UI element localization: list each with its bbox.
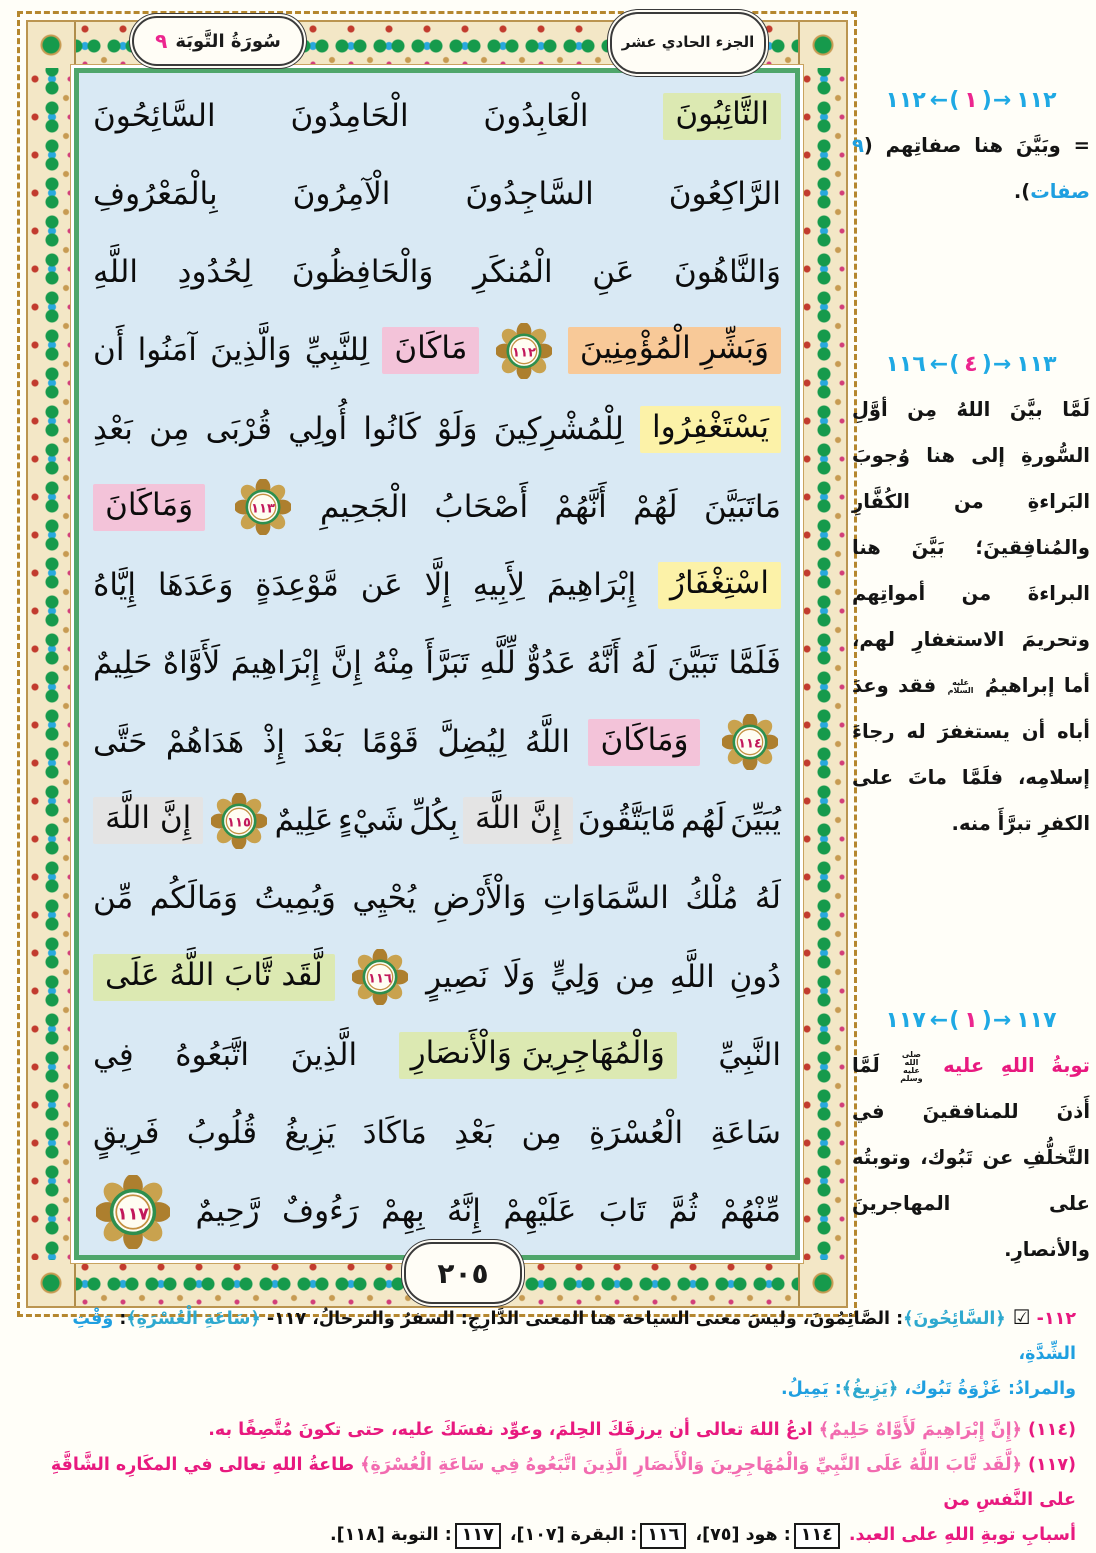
quran-word: قُلُوبُ: [186, 1115, 258, 1152]
quran-word: قَوْمًا: [361, 723, 419, 760]
text-segment: ﴿السَّائِحُونَ﴾: [903, 1309, 1006, 1329]
commentary-section-117: [852, 1008, 1090, 1273]
quran-word: إِبْرَاهِيمَ: [230, 645, 321, 682]
quran-word: آمَنُوا: [137, 332, 197, 369]
verse-marker-rosette: [235, 479, 291, 535]
quran-word: مَّوْعِدَةٍ: [255, 567, 339, 604]
quran-word: شَيْءٍ: [338, 802, 405, 839]
quran-word: فِي: [93, 1036, 134, 1073]
verse-marker-rosette: [496, 323, 552, 379]
quran-word: أُولِي: [288, 410, 348, 447]
verse-marker-rosette: [352, 949, 408, 1005]
quran-word: بِكُلِّ: [409, 802, 459, 839]
quran-word: مَاكَادَ: [362, 1115, 427, 1152]
quran-word: حَلِيمٌ: [93, 645, 153, 682]
quran-word: الَّذِينَ: [290, 1036, 358, 1073]
quran-highlighted-phrase: وَمَاكَانَ: [93, 484, 205, 531]
footnote-line-4: [22, 1448, 1076, 1518]
quran-word: وَالنَّاهُونَ: [674, 254, 781, 291]
quran-highlighted-phrase: وَالْمُهَاجِرِينَ وَالْأَنصَارِ: [399, 1032, 677, 1079]
quran-word: وَمَالَكُم: [149, 880, 238, 917]
text-segment: طاعةُ اللهِ تعالى في المكَارِه الشَّاقَّةِ على النَّفسِ من: [50, 1455, 1076, 1510]
quran-highlighted-phrase: وَبَشِّرِ الْمُؤْمِنِينَ: [568, 327, 781, 374]
honorific-seal-icon: عليه السلام: [947, 677, 974, 695]
quran-highlighted-phrase: يَسْتَغْفِرُوا: [640, 406, 781, 453]
text-segment: ☑: [1005, 1305, 1031, 1329]
quran-word: لِحُدُودِ: [177, 254, 253, 291]
quran-word: لِّلَّهِ: [479, 645, 516, 682]
quran-word: الْحَامِدُونَ: [290, 97, 409, 134]
quran-line-5: [93, 390, 781, 468]
text-segment: : يَمِيلُ.: [780, 1379, 842, 1399]
quran-word: السَّاجِدُونَ: [465, 175, 594, 212]
quran-word: تَبَيَّنَ: [667, 645, 719, 682]
commentary-text: [852, 387, 1090, 847]
page-number: ٢٠٥: [437, 1256, 489, 1290]
quran-line-2: [93, 155, 781, 233]
quran-word: فَلَمَّا: [728, 645, 781, 682]
range-end: ١١٧: [885, 1008, 926, 1033]
svg-text:١١٦: ١١٦: [368, 971, 393, 987]
quran-word: وَلَوْ: [437, 410, 478, 447]
quran-word: تَبَرَّأَ: [425, 645, 470, 682]
quran-word: مَاتَبَيَّنَ: [704, 488, 781, 525]
text-segment: : الصَّائِمُونَ، وليسَ معنى السياحة هنا المعنى الدَّارِجِ: السفرُ والترحالُ، ١١٧-: [260, 1309, 904, 1329]
quran-word: اللَّهُ: [525, 723, 570, 760]
verse-range-indicator: [852, 1008, 1090, 1033]
quran-line-4: [93, 312, 781, 390]
quran-line-13: [93, 1016, 781, 1094]
quran-word: الْمُنكَرِ: [473, 254, 553, 291]
quran-word: إِذْ: [262, 723, 286, 760]
quran-word: عَن: [360, 567, 403, 604]
quran-word: الرَّاكِعُونَ: [668, 175, 781, 212]
footnote-line-5: [22, 1518, 1076, 1553]
quran-word: دُونِ: [729, 958, 781, 995]
text-segment: أسبابِ توبةِ اللهِ على العبد.: [842, 1525, 1076, 1545]
text-segment: (١١٤): [1021, 1420, 1076, 1440]
quran-word: وَيُمِيتُ: [254, 880, 336, 917]
commentary-text: [852, 1043, 1090, 1273]
quran-word: عَنِ: [592, 254, 635, 291]
quran-highlighted-phrase: مَاكَانَ: [382, 327, 479, 374]
quran-word: لِلْمُشْرِكِينَ: [493, 410, 624, 447]
quran-word: مِن: [521, 1115, 562, 1152]
verse-marker-rosette: [722, 714, 778, 770]
quran-word: بِهِمْ: [381, 1193, 425, 1230]
verse-marker-rosette: [211, 793, 267, 849]
verse-marker-rosette: [96, 1175, 170, 1249]
quran-word: اللَّهِ: [669, 958, 715, 995]
quran-word: عَلِيمٌ: [274, 802, 334, 839]
verse-ref-badge: ١١٦: [640, 1523, 686, 1549]
quran-word: السَّمَاوَاتِ: [543, 880, 669, 917]
quran-word: إِيَّاهُ: [93, 567, 137, 604]
quran-word: لَأَوَّاهٌ: [162, 645, 221, 682]
text-segment: : التوبة [١١٨].: [329, 1525, 452, 1545]
text-segment: فقد وعدَ أباه أن يستغفرَ له رجاءَ إسلامِه، فلَمَّا ماتَ على الكفرِ تبرَّأَ منه.: [852, 674, 1090, 835]
quran-line-9: [93, 703, 781, 781]
quran-highlighted-phrase: إِنَّ اللَّهَ: [463, 797, 573, 844]
text-segment: ١١٢-: [1030, 1309, 1076, 1329]
quran-line-6: [93, 468, 781, 546]
quran-highlighted-phrase: إِنَّ اللَّهَ: [93, 797, 203, 844]
quran-word: وَلِيٍّ: [550, 958, 601, 995]
commentary-section-113-116: [852, 352, 1090, 847]
text-segment: : البقرة [١٠٧]،: [503, 1525, 638, 1545]
svg-text:١١٣: ١١٣: [250, 502, 275, 518]
quran-word: هَدَاهُمْ: [165, 723, 245, 760]
range-start: ١١٢: [1016, 88, 1057, 113]
quran-word: سَاعَةِ: [710, 1115, 781, 1152]
quran-word: مِّن: [93, 880, 134, 917]
quran-highlighted-phrase: وَمَاكَانَ: [588, 719, 700, 766]
footnote-line-3: [22, 1413, 1076, 1448]
range-end: ١١٦: [885, 352, 926, 377]
quran-word: وَلَا: [502, 958, 536, 995]
text-segment: ٩ صفات: [852, 134, 1090, 203]
juz-title: الجزء الحادي عشر: [621, 33, 755, 52]
text-segment: وَقْتِ الشِّدَّةِ،: [72, 1309, 1076, 1364]
quran-word: تَابَ: [598, 1193, 647, 1230]
quran-word: إِلَّا: [424, 567, 451, 604]
text-segment: :: [113, 1309, 127, 1329]
quran-word: وَعَدَهَا: [157, 567, 234, 604]
arrow-left-icon: ←(: [929, 1008, 961, 1033]
text-segment: ﴿لَّقَد تَّابَ اللَّهُ عَلَى النَّبِيِّ وَالْمُهَاجِرِينَ وَالْأَنصَارِ الَّذِينَ اتَّبَعُوهُ فِي سَاعَةِ الْعُسْرَةِ﴾: [354, 1455, 1022, 1475]
surah-title: سُورَةُ التَّوبَة: [175, 30, 281, 52]
quran-word: وَالْأَرْضِ: [432, 880, 527, 917]
quran-word: الْعَابِدُونَ: [483, 97, 589, 134]
quran-word: اتَّبَعُوهُ: [175, 1036, 250, 1073]
quran-line-14: [93, 1094, 781, 1172]
quran-word: مِن: [614, 958, 656, 995]
quran-word: رَءُوفٌ: [282, 1193, 359, 1230]
quran-highlighted-phrase: التَّائِبُونَ: [663, 93, 781, 140]
quran-word: مَّايَتَّقُونَ: [577, 802, 677, 839]
honorific-seal-icon: صلى الله عليه وسلم: [900, 1049, 923, 1083]
quran-line-7: [93, 547, 781, 625]
quran-word: رَّحِيمٌ: [195, 1193, 260, 1230]
quran-word: مِنْهُ: [372, 645, 415, 682]
quran-word: لِلنَّبِيِّ: [304, 332, 370, 369]
quran-line-3: [93, 234, 781, 312]
quran-highlighted-phrase: اسْتِغْفَارُ: [658, 562, 781, 609]
arrow-right-icon: )→: [981, 352, 1013, 377]
border-left-ornament: [28, 22, 76, 1306]
text-segment: لَمَّا بيَّنَ اللهُ مِن أوَّلِ السُّورةِ إلى هنا وُجوبَ البَراءةِ من الكُفَّارِ والمُنافِقينَ؛ بَيَّنَ هنا البراءةَ من أمواتِهم وتحريمَ الاستغفارِ لهم، أما إبراهيمُ: [852, 398, 1090, 697]
quran-word: وَالْحَافِظُونَ: [291, 254, 434, 291]
text-segment: (١١٧): [1021, 1455, 1076, 1475]
text-segment: : هود [٧٥]،: [689, 1525, 791, 1545]
arrow-left-icon: ←(: [929, 88, 961, 113]
svg-text:١١٤: ١١٤: [737, 736, 763, 752]
quran-word: مِّنْهُمْ: [720, 1193, 781, 1230]
juz-title-cartouche: [610, 12, 766, 74]
quran-word: النَّبِيِّ: [718, 1036, 781, 1073]
text-segment: ).: [1013, 180, 1031, 203]
border-right-ornament: [798, 22, 846, 1306]
quran-word: أَنَّهُ: [586, 645, 621, 682]
range-start: ١١٣: [1016, 352, 1057, 377]
text-segment: والمرادُ: غَزْوَةُ تَبُوك،: [898, 1379, 1076, 1399]
surah-number: ٩: [155, 29, 168, 53]
quran-word: بَعْدِ: [454, 1115, 495, 1152]
range-start: ١١٧: [1016, 1008, 1057, 1033]
quran-word: وَالَّذِينَ: [210, 332, 292, 369]
quran-word: اللَّهِ: [93, 254, 138, 291]
text-segment: ادعُ اللهَ تعالى أن يرزقَكَ الحِلمَ، وعوِّد نفسَكَ عليه، حتى تكونَ مُتَّصِفًا به.: [208, 1420, 813, 1440]
footnotes-block: [22, 1300, 1076, 1553]
footnote-line-2: [22, 1372, 1076, 1407]
quran-word: لَهُ: [754, 880, 781, 917]
quran-word: إِنَّهُ: [447, 1193, 481, 1230]
quran-word: أَصْحَابُ: [434, 488, 529, 525]
quran-word: بَعْدِ: [93, 410, 133, 447]
text-segment: لَمَّا أَذنَ للمنافقينَ في التَّخلُّفِ عن تَبُوك، وتوبتُه على المهاجرينَ والأنصارِ.: [852, 1054, 1090, 1261]
footnote-line-1: [22, 1300, 1076, 1372]
page-number-cartouche: [404, 1242, 522, 1304]
range-end: ١١٢: [885, 88, 926, 113]
quran-word: يَزِيغُ: [284, 1115, 336, 1152]
surah-title-cartouche: [132, 16, 304, 66]
quran-word: لِأَبِيهِ: [472, 567, 526, 604]
quran-highlighted-phrase: لَّقَد تَّابَ اللَّهُ عَلَى: [93, 954, 335, 1001]
quran-word: نَصِيرٍ: [426, 958, 489, 995]
verse-range-indicator: [852, 352, 1090, 377]
text-segment: ﴿سَاعَةِ الْعُسْرَةِ﴾: [126, 1309, 261, 1329]
verse-range-indicator: [852, 88, 1090, 113]
quran-text-panel: [74, 68, 800, 1260]
quran-line-15: [93, 1173, 781, 1251]
quran-word: إِنَّ: [330, 645, 362, 682]
quran-word: يُبَيِّنَ: [730, 802, 781, 839]
quran-line-11: [93, 860, 781, 938]
verse-ref-badge: ١١٤: [794, 1523, 840, 1549]
commentary-sidebar: [850, 0, 1090, 1513]
svg-text:١١٢: ١١٢: [511, 345, 536, 361]
text-segment: ﴿إِنَّ إِبْرَاهِيمَ لَأَوَّاهٌ حَلِيمٌ﴾: [812, 1420, 1022, 1440]
quran-word: كَانُوا: [363, 410, 421, 447]
border-corner-icon: [28, 22, 74, 68]
quran-word: حَتَّى: [93, 723, 148, 760]
quran-word: يُحْيِي: [352, 880, 417, 917]
quran-word: الْجَحِيمِ: [319, 488, 409, 525]
quran-lines-container: [93, 77, 781, 1251]
quran-word: عَدُوٌّ: [526, 645, 576, 682]
quran-word: إِبْرَاهِيمَ: [546, 567, 637, 604]
quran-word: بِالْمَعْرُوفِ: [93, 175, 218, 212]
quran-word: أَن: [93, 332, 125, 369]
quran-word: لَهُم: [681, 802, 726, 839]
quran-word: السَّائِحُونَ: [93, 97, 216, 134]
border-corner-icon: [800, 22, 846, 68]
verse-count: ١: [964, 1008, 978, 1033]
quran-word: الْعُسْرَةِ: [589, 1115, 684, 1152]
quran-line-1: [93, 77, 781, 155]
quran-word: الْآمِرُونَ: [292, 175, 391, 212]
arrow-left-icon: ←(: [929, 352, 961, 377]
quran-line-10: [93, 781, 781, 859]
arrow-right-icon: )→: [981, 88, 1013, 113]
text-segment: ﴿يَزِيغُ﴾: [841, 1379, 899, 1399]
verse-count: ١: [964, 88, 978, 113]
quran-word: لَهُ: [630, 645, 657, 682]
quran-line-12: [93, 938, 781, 1016]
quran-word: فَرِيقٍ: [93, 1115, 160, 1152]
quran-line-8: [93, 625, 781, 703]
commentary-text: [852, 123, 1090, 215]
quran-word: لِيُضِلَّ: [437, 723, 507, 760]
quran-word: مِن: [149, 410, 190, 447]
quran-word: مُلْكُ: [685, 880, 739, 917]
text-segment: = وبَيَّنَ هنا صفاتِهم (: [863, 134, 1090, 157]
verse-ref-badge: ١١٧: [455, 1523, 501, 1549]
quran-word: لَهُمْ: [633, 488, 678, 525]
commentary-section-112: [852, 88, 1090, 215]
arrow-right-icon: )→: [981, 1008, 1013, 1033]
text-segment: توبةُ اللهِ عليه: [926, 1054, 1090, 1077]
quran-word: قُرْبَى: [205, 410, 272, 447]
verse-count: ٤: [964, 352, 978, 377]
quran-word: ثُمَّ: [668, 1193, 698, 1230]
ornamental-border-frame: [26, 20, 848, 1308]
svg-text:١١٧: ١١٧: [117, 1204, 149, 1225]
quran-word: عَلَيْهِمْ: [503, 1193, 577, 1230]
quran-word: أَنَّهُمْ: [554, 488, 607, 525]
quran-word: بَعْدَ: [303, 723, 344, 760]
svg-text:١١٥: ١١٥: [226, 815, 251, 831]
